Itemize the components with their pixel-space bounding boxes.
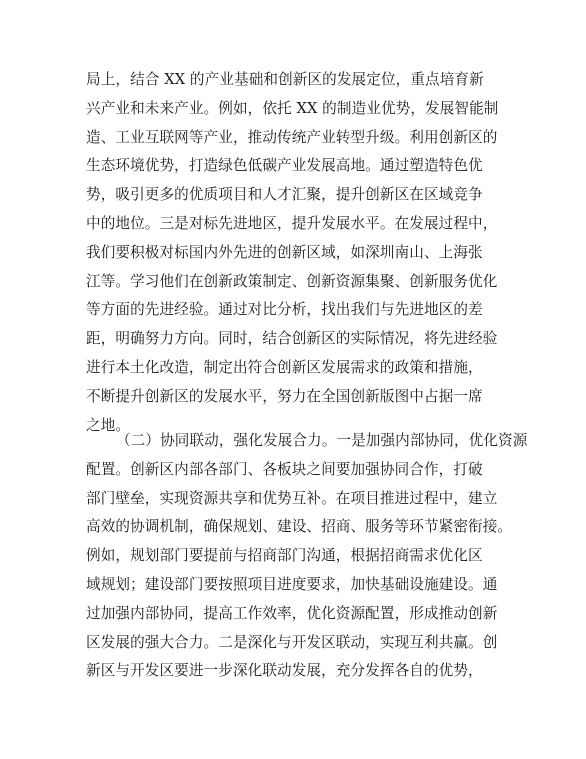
- text-line: 区发展的强大合力。二是深化与开发区联动，实现互利共赢。创: [86, 633, 498, 651]
- text-line: 中的地位。三是对标先进地区，提升发展水平。在发展过程中，: [86, 214, 498, 232]
- text-line: 兴产业和未来产业。例如，依托 XX 的制造业优势，发展智能制: [86, 99, 499, 117]
- text-line: 高效的协调机制，确保规划、建设、招商、服务等环节紧密衔接。: [86, 518, 513, 536]
- paragraph-1: [86, 66, 506, 440]
- text-line: （二）协同联动，强化发展合力。一是加强内部协同，优化资源: [116, 432, 528, 449]
- text-line: 之地。: [86, 416, 131, 434]
- text-line: 造、工业互联网等产业，推动传统产业转型升级。利用创新区的: [86, 128, 498, 146]
- text-line: 不断提升创新区的发展水平，努力在全国创新版图中占据一席: [86, 387, 483, 405]
- paragraph-2: [86, 427, 528, 686]
- text-line: 等方面的先进经验。通过对比分析，找出我们与先进地区的差: [86, 301, 483, 319]
- text-line: 江等。学习他们在创新政策制定、创新资源集聚、创新服务优化: [86, 272, 498, 290]
- text-line: 过加强内部协同，提高工作效率，优化资源配置，形成推动创新: [86, 604, 498, 622]
- text-line: 新区与开发区要进一步深化联动发展，充分发挥各自的优势，: [86, 662, 483, 680]
- text-line: 配置。创新区内部各部门、各板块之间要加强协同合作，打破: [86, 460, 483, 478]
- text-line: 域规划；建设部门要按照项目进度要求，加快基础设施建设。通: [86, 575, 498, 593]
- text-line: 进行本土化改造，制定出符合创新区发展需求的政策和措施，: [86, 358, 483, 376]
- text-line: 生态环境优势，打造绿色低碳产业发展高地。通过塑造特色优: [86, 157, 483, 175]
- text-line: 部门壁垒，实现资源共享和优势互补。在项目推进过程中，建立: [86, 489, 498, 507]
- text-line: 例如，规划部门要提前与招商部门沟通，根据招商需求优化区: [86, 547, 483, 565]
- text-line: 局上，结合 XX 的产业基础和创新区的发展定位，重点培育新: [86, 71, 484, 88]
- text-line: 势，吸引更多的优质项目和人才汇聚，提升创新区在区域竞争: [86, 186, 483, 204]
- text-line: 距，明确努力方向。同时，结合创新区的实际情况，将先进经验: [86, 330, 498, 348]
- text-line: 我们要积极对标国内外先进的创新区域，如深圳南山、上海张: [86, 243, 483, 261]
